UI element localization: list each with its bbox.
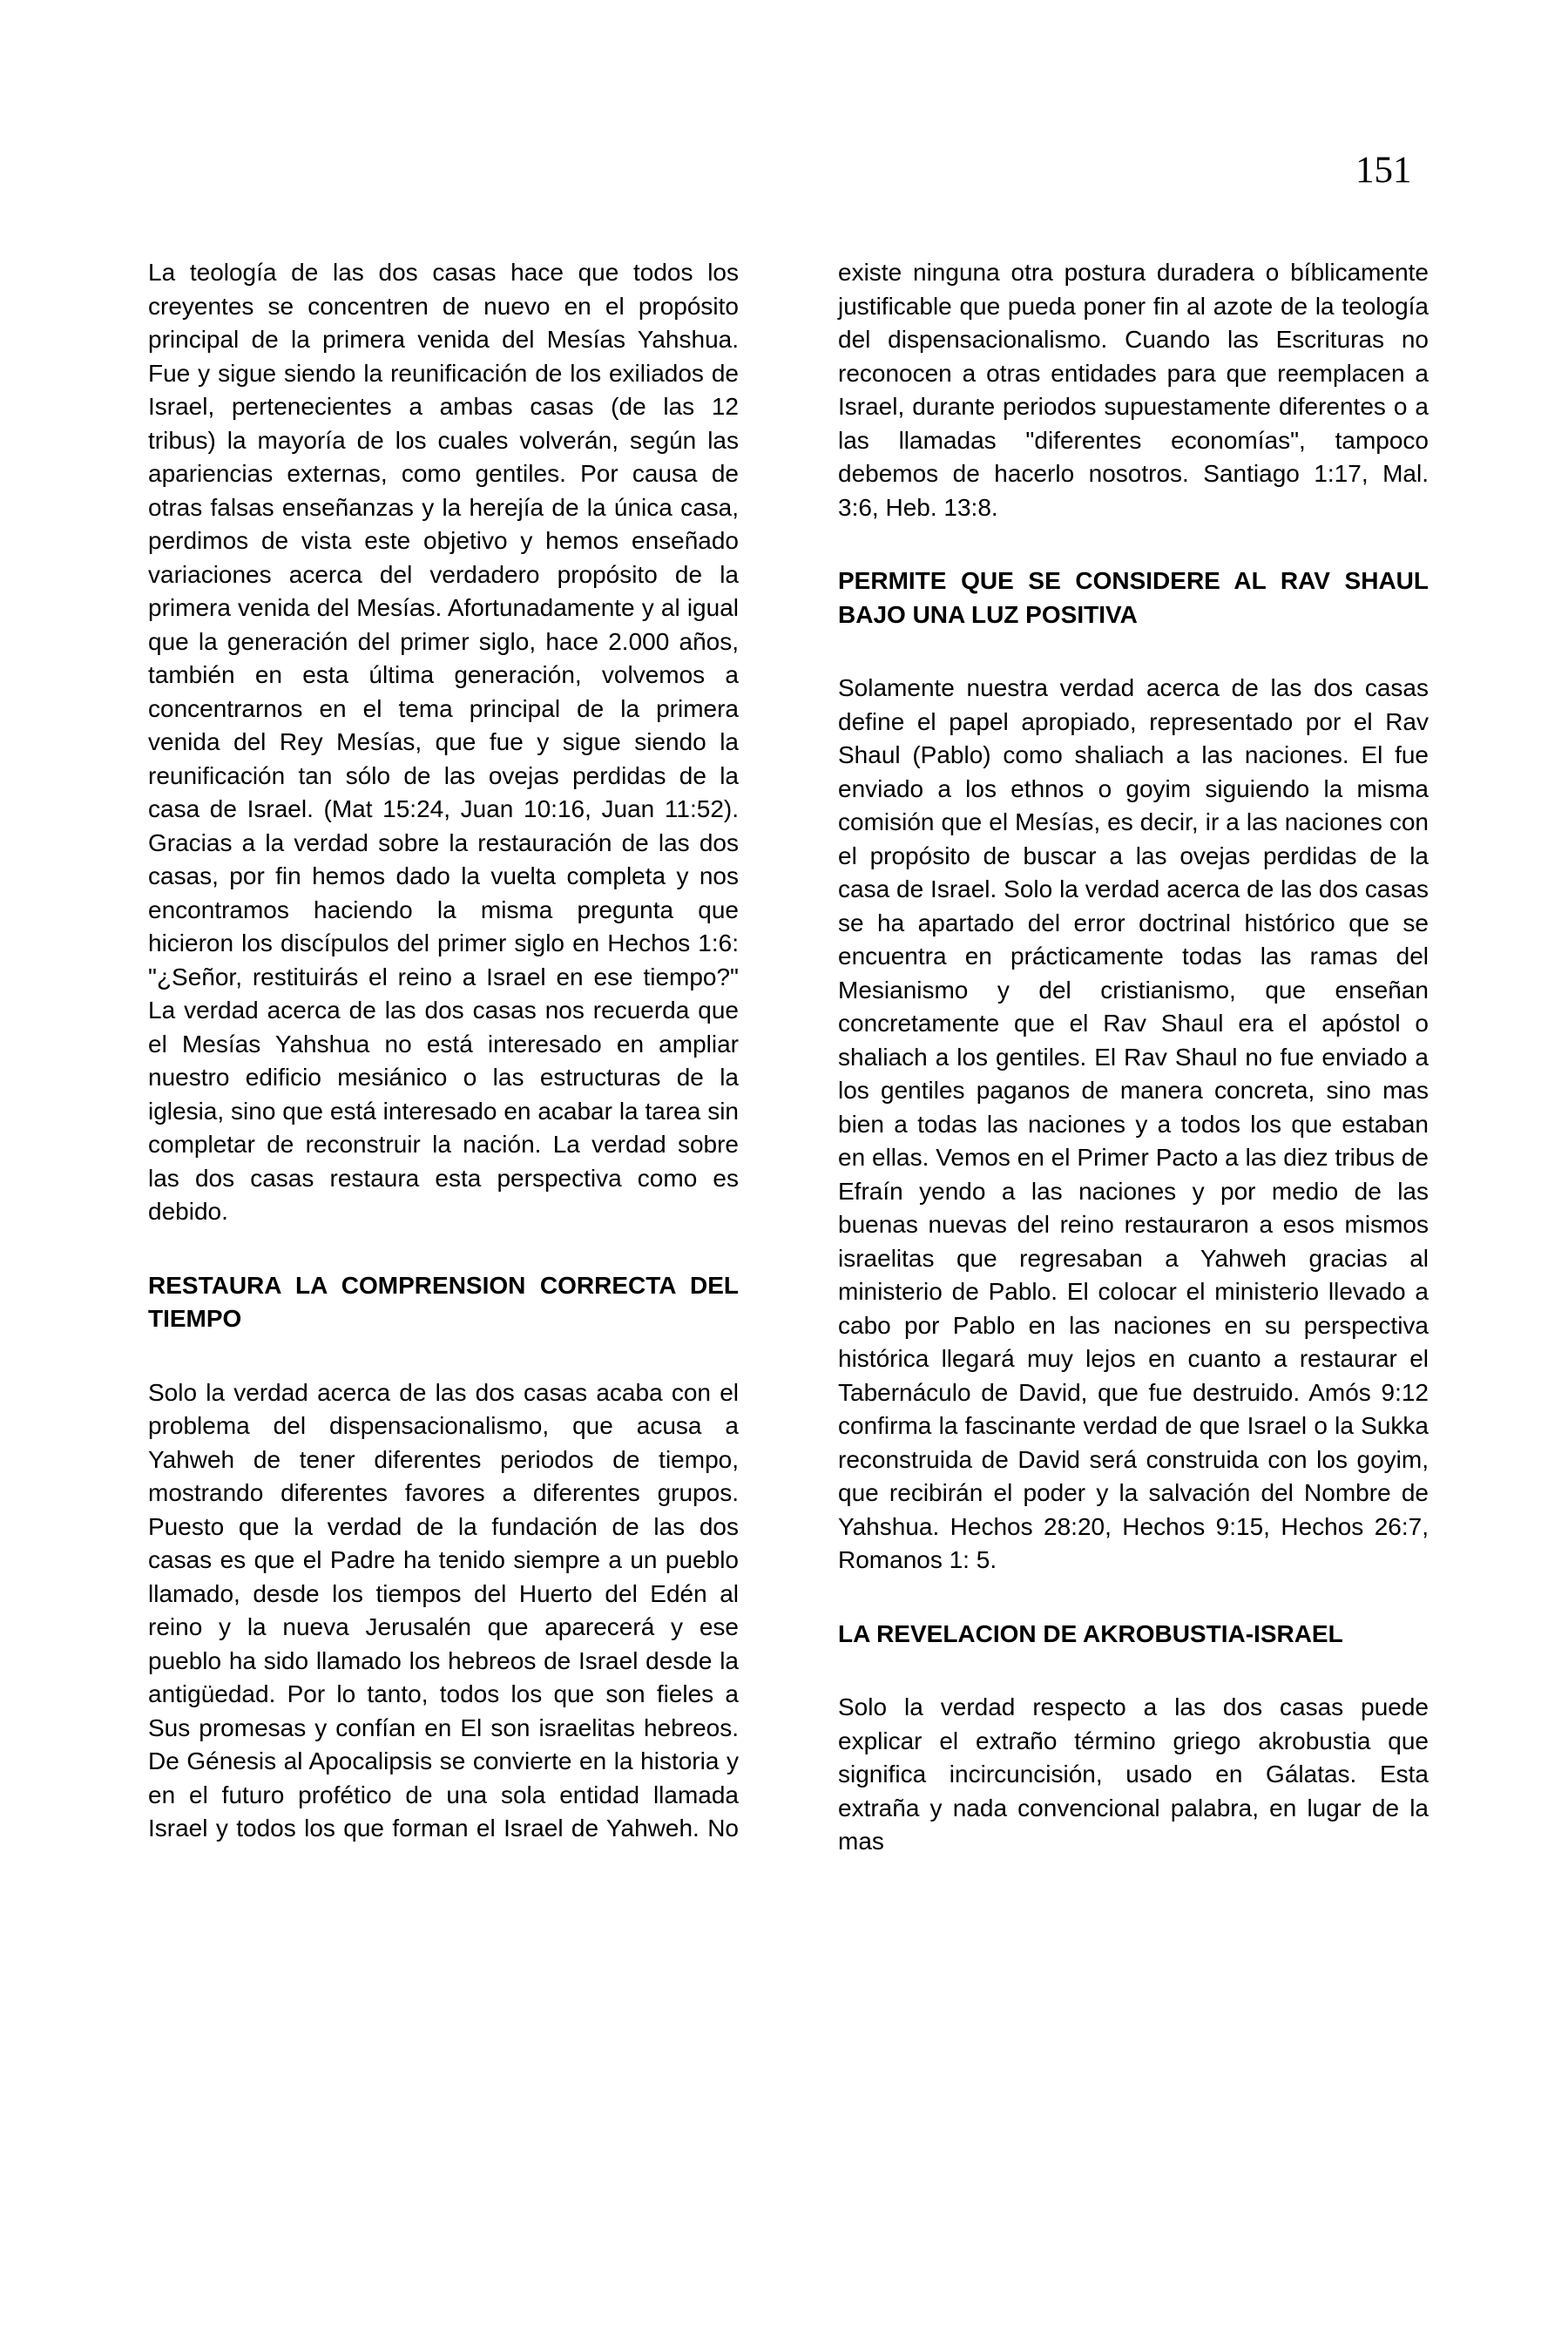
paragraph-dispensationalism: Solo la verdad acerca de las dos casas acaba con el problema del dispensacionalismo, que acusa a Yahweh de tener diferentes periodos de tiempo, mostrando diferentes favores a diferentes grupos. Puesto que la verdad de la fundación de las dos casas es que el Padre ha tenido siempre a un pueblo llamado, desde los tiempos del Huerto del Edén al reino y la nueva Jerusalén que aparecerá y ese pueblo ha sido llamado los hebreos de Israel desde la antigüedad. Por lo tanto, todos los que son fieles a Sus promesas y confían en El son israelitas hebreos. De Génesis al Apocalipsis se convierte en la historia y en el futuro profético de una sola entidad llamada Israel y todos los que forman el Israel de Yahweh. No bbox=[148, 1378, 739, 1842]
left-column bbox=[148, 256, 739, 1846]
section-heading-akrobustia-israel: LA REVELACION DE AKROBUSTIA-ISRAEL bbox=[838, 1619, 1343, 1647]
section-heading-restaura-comprension: RESTAURA LA COMPRENSION CORRECTA DEL TIEMPO bbox=[148, 1271, 739, 1332]
paragraph-two-houses-theology: La teología de las dos casas hace que todos los creyentes se concentren de nuevo en el propósito principal de la primera venida del Mesías Yahshua. Fue y sigue siendo la reunificación de los exiliados de Israel, pertenecientes a ambas casas (de las 12 tribus) la mayoría de los cuales volverán, según las apariencias externas, como gentiles. Por causa de otras falsas enseñanzas y la herejía de la única casa, perdimos de vista este objetivo y hemos enseñado variaciones acerca del verdadero propósito de la primera venida del Mesías. Afortunadamente y al igual que la generación del primer siglo, hace 2.000 años, también en esta última generación, volvemos a concentrarnos en el tema principal de la primera venida del Rey Mesías, que fue y sigue siendo la reunificación tan sólo de las ovejas perdidas de la casa de Israel. (Mat 15:24, Juan 10:16, Juan 11:52). Gracias a la verdad sobre la restauración de las dos casas, por fin hemos dado la vuelta completa y nos encontramos haciendo la misma pregunta que hicieron los discípulos del primer siglo en Hechos 1:6: "¿Señor, restituirás el reino a Israel en ese tiempo?" La verdad acerca de las dos casas nos recuerda que el Mesías Yahshua no está interesado en ampliar nuestro edificio mesiánico o las estructuras de la iglesia, sino que está interesado en acabar la tarea sin completar de reconstruir la nación. La verdad sobre las dos casas restaura esta perspectiva como es debido. bbox=[148, 259, 739, 1225]
paragraph-akrobustia: Solo la verdad respecto a las dos casas puede explicar el extraño término griego akrobustia que significa incircuncisión, usado en Gálatas. Esta extraña y nada convencional palabra, en lugar de la mas bbox=[838, 1693, 1429, 1855]
paragraph-dispensationalism-continued: existe ninguna otra postura duradera o bíblicamente justificable que pueda poner fin al azote de la teología del dispensacionalismo. Cuando las Escrituras no reconocen a otras entidades para que reemplacen a Israel, durante periodos supuestamente diferentes o a las llamadas "diferentes economías", tampoco debemos de hacerlo nosotros. Santiago 1:17, Mal. 3:6, Heb. 13:8. bbox=[838, 259, 1429, 521]
paragraph-rav-shaul-nations: Solamente nuestra verdad acerca de las dos casas define el papel apropiado, representado por el Rav Shaul (Pablo) como shaliach a las naciones. El fue enviado a los ethnos o goyim siguiendo la misma comisión que el Mesías, es decir, ir a las naciones con el propósito de buscar a las ovejas perdidas de la casa de Israel. Solo la verdad acerca de las dos casas se ha apartado del error doctrinal histórico que se encuentra en prácticamente todas las ramas del Mesianismo y del cristianismo, que enseñan concretamente que el Rav Shaul era el apóstol o shaliach a los gentiles. El Rav Shaul no fue enviado a los gentiles paganos de manera concreta, sino mas bien a todas las naciones y a todos los que estaban en ellas. Vemos en el Primer Pacto a las diez tribus de Efraín yendo a las naciones y por medio de las buenas nuevas del reino restauraron a esos mismos israelitas que regresaban a Yahweh gracias al ministerio de Pablo. El colocar el ministerio llevado a cabo por Pablo en las naciones en su perspectiva histórica llegará muy lejos en cuanto a restaurar el Tabernáculo de David, que fue destruido. Amós 9:12 confirma la fascinante verdad de que Israel o la Sukka reconstruida de David será construida con los goyim, que recibirán el poder y la salvación del Nombre de Yahshua. Hechos 28:20, Hechos 9:15, Hechos 26:7, Romanos 1: 5. bbox=[838, 674, 1429, 1573]
section-heading-rav-shaul: PERMITE QUE SE CONSIDERE AL RAV SHAUL BAJO UNA LUZ POSITIVA bbox=[838, 567, 1429, 628]
page-number: 151 bbox=[1355, 150, 1412, 191]
right-column bbox=[838, 256, 1429, 1859]
